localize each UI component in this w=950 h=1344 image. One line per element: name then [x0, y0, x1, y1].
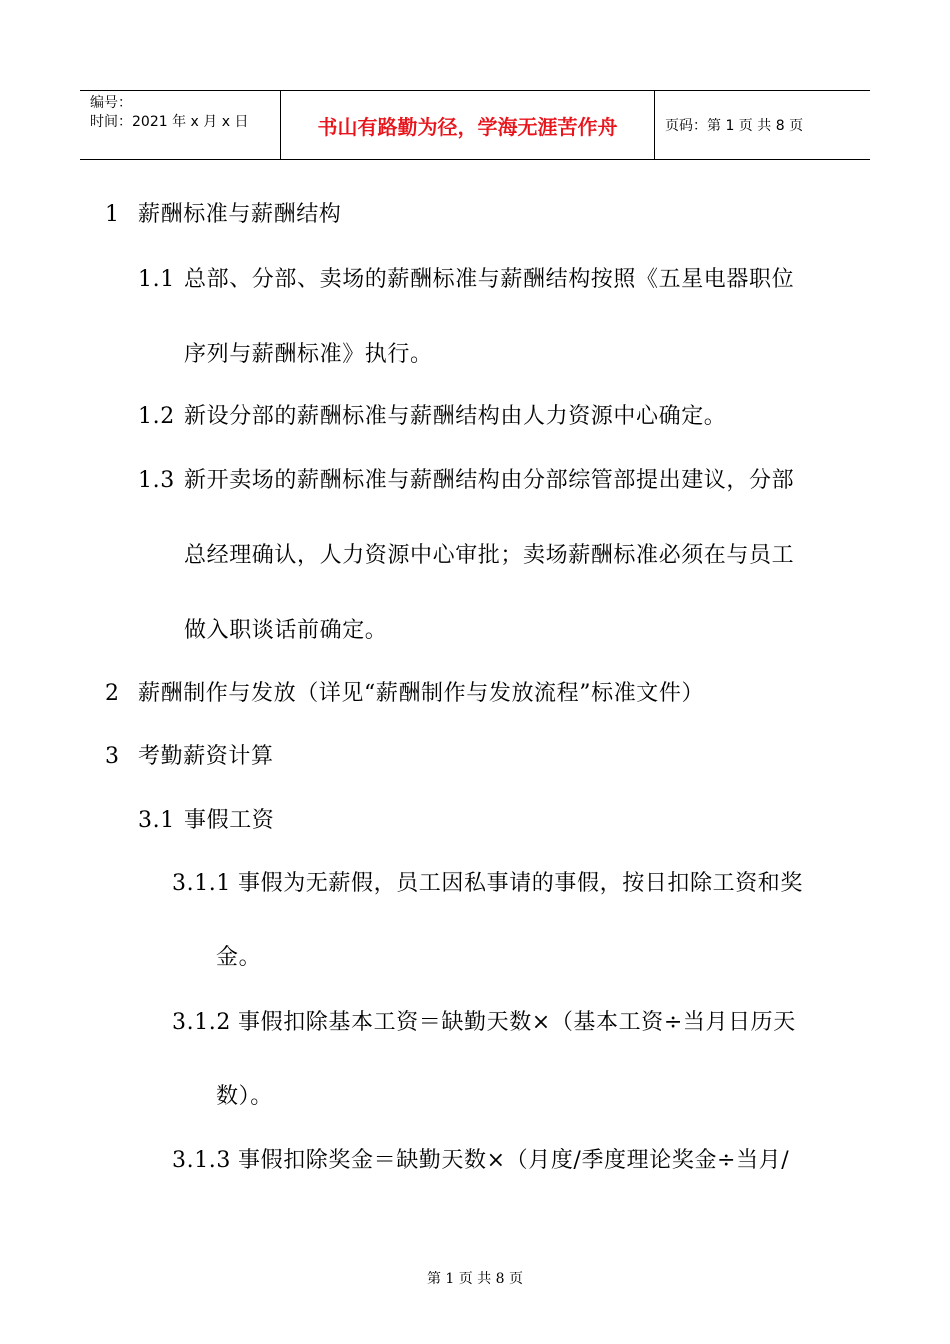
clause-number: 1.2 [138, 404, 175, 429]
header-page-cell [655, 91, 870, 159]
section-title: 薪酬标准与薪酬结构 [138, 202, 342, 227]
clause-number: 1.1 [138, 267, 175, 292]
time-label: 时间：2021 年 x 月 x 日 [90, 114, 249, 130]
clause-text: 总部、分部、卖场的薪酬标准与薪酬结构按照《五星电器职位 [184, 267, 795, 292]
clause-text: 事假扣除奖金＝缺勤天数×（月度/季度理论奖金÷当月/ [238, 1148, 790, 1173]
clause-3-1-1 [172, 869, 803, 899]
section-3-heading [105, 742, 274, 772]
header-motto: 书山有路勤为径，学海无涯苦作舟 [317, 114, 618, 139]
clause-1-1-continued [184, 340, 433, 370]
clause-3-1-1-continued [216, 943, 261, 973]
clause-1-3 [138, 466, 794, 496]
clause-number: 1.3 [138, 468, 175, 493]
clause-text: 事假工资 [184, 808, 275, 833]
clause-text: 序列与薪酬标准》执行。 [184, 342, 433, 367]
header-motto-cell [281, 91, 655, 159]
clause-number: 3.1.3 [172, 1148, 231, 1173]
section-title: 考勤薪资计算 [138, 744, 274, 769]
clause-text: 金。 [216, 945, 262, 970]
clause-1-3-continued [184, 541, 794, 571]
section-number: 1 [105, 202, 120, 227]
section-2-heading [105, 679, 704, 709]
clause-number: 3.1.2 [172, 1010, 231, 1035]
document-header [80, 90, 870, 160]
clause-text: 新开卖场的薪酬标准与薪酬结构由分部综管部提出建议，分部 [184, 468, 795, 493]
doc-number-label: 编号： [90, 95, 132, 111]
clause-text: 总经理确认，人力资源中心审批；卖场薪酬标准必须在与员工 [184, 543, 795, 568]
clause-3-1-2-continued [216, 1082, 273, 1112]
clause-3-1 [138, 806, 274, 836]
section-number: 3 [105, 744, 120, 769]
page-footer [0, 1268, 950, 1288]
header-meta-cell [80, 91, 281, 159]
clause-number: 3.1.1 [172, 871, 231, 896]
header-page-info: 页码：第 1 页 共 8 页 [665, 118, 804, 134]
clause-3-1-3 [172, 1146, 789, 1176]
section-title: 薪酬制作与发放（详见“薪酬制作与发放流程”标准文件） [138, 681, 705, 706]
page-footer-text: 第 1 页 共 8 页 [426, 1271, 524, 1287]
section-1-heading [105, 200, 341, 230]
clause-text: 数）。 [216, 1084, 273, 1109]
clause-text: 事假为无薪假，员工因私事请的事假，按日扣除工资和奖 [238, 871, 804, 896]
section-number: 2 [105, 681, 120, 706]
clause-1-3-continued-2 [184, 616, 387, 646]
clause-3-1-2 [172, 1008, 796, 1038]
clause-1-1 [138, 265, 794, 295]
clause-1-2 [138, 402, 726, 432]
clause-text: 新设分部的薪酬标准与薪酬结构由人力资源中心确定。 [184, 404, 727, 429]
clause-text: 事假扣除基本工资＝缺勤天数×（基本工资÷当月日历天 [238, 1010, 796, 1035]
clause-number: 3.1 [138, 808, 175, 833]
clause-text: 做入职谈话前确定。 [184, 618, 388, 643]
